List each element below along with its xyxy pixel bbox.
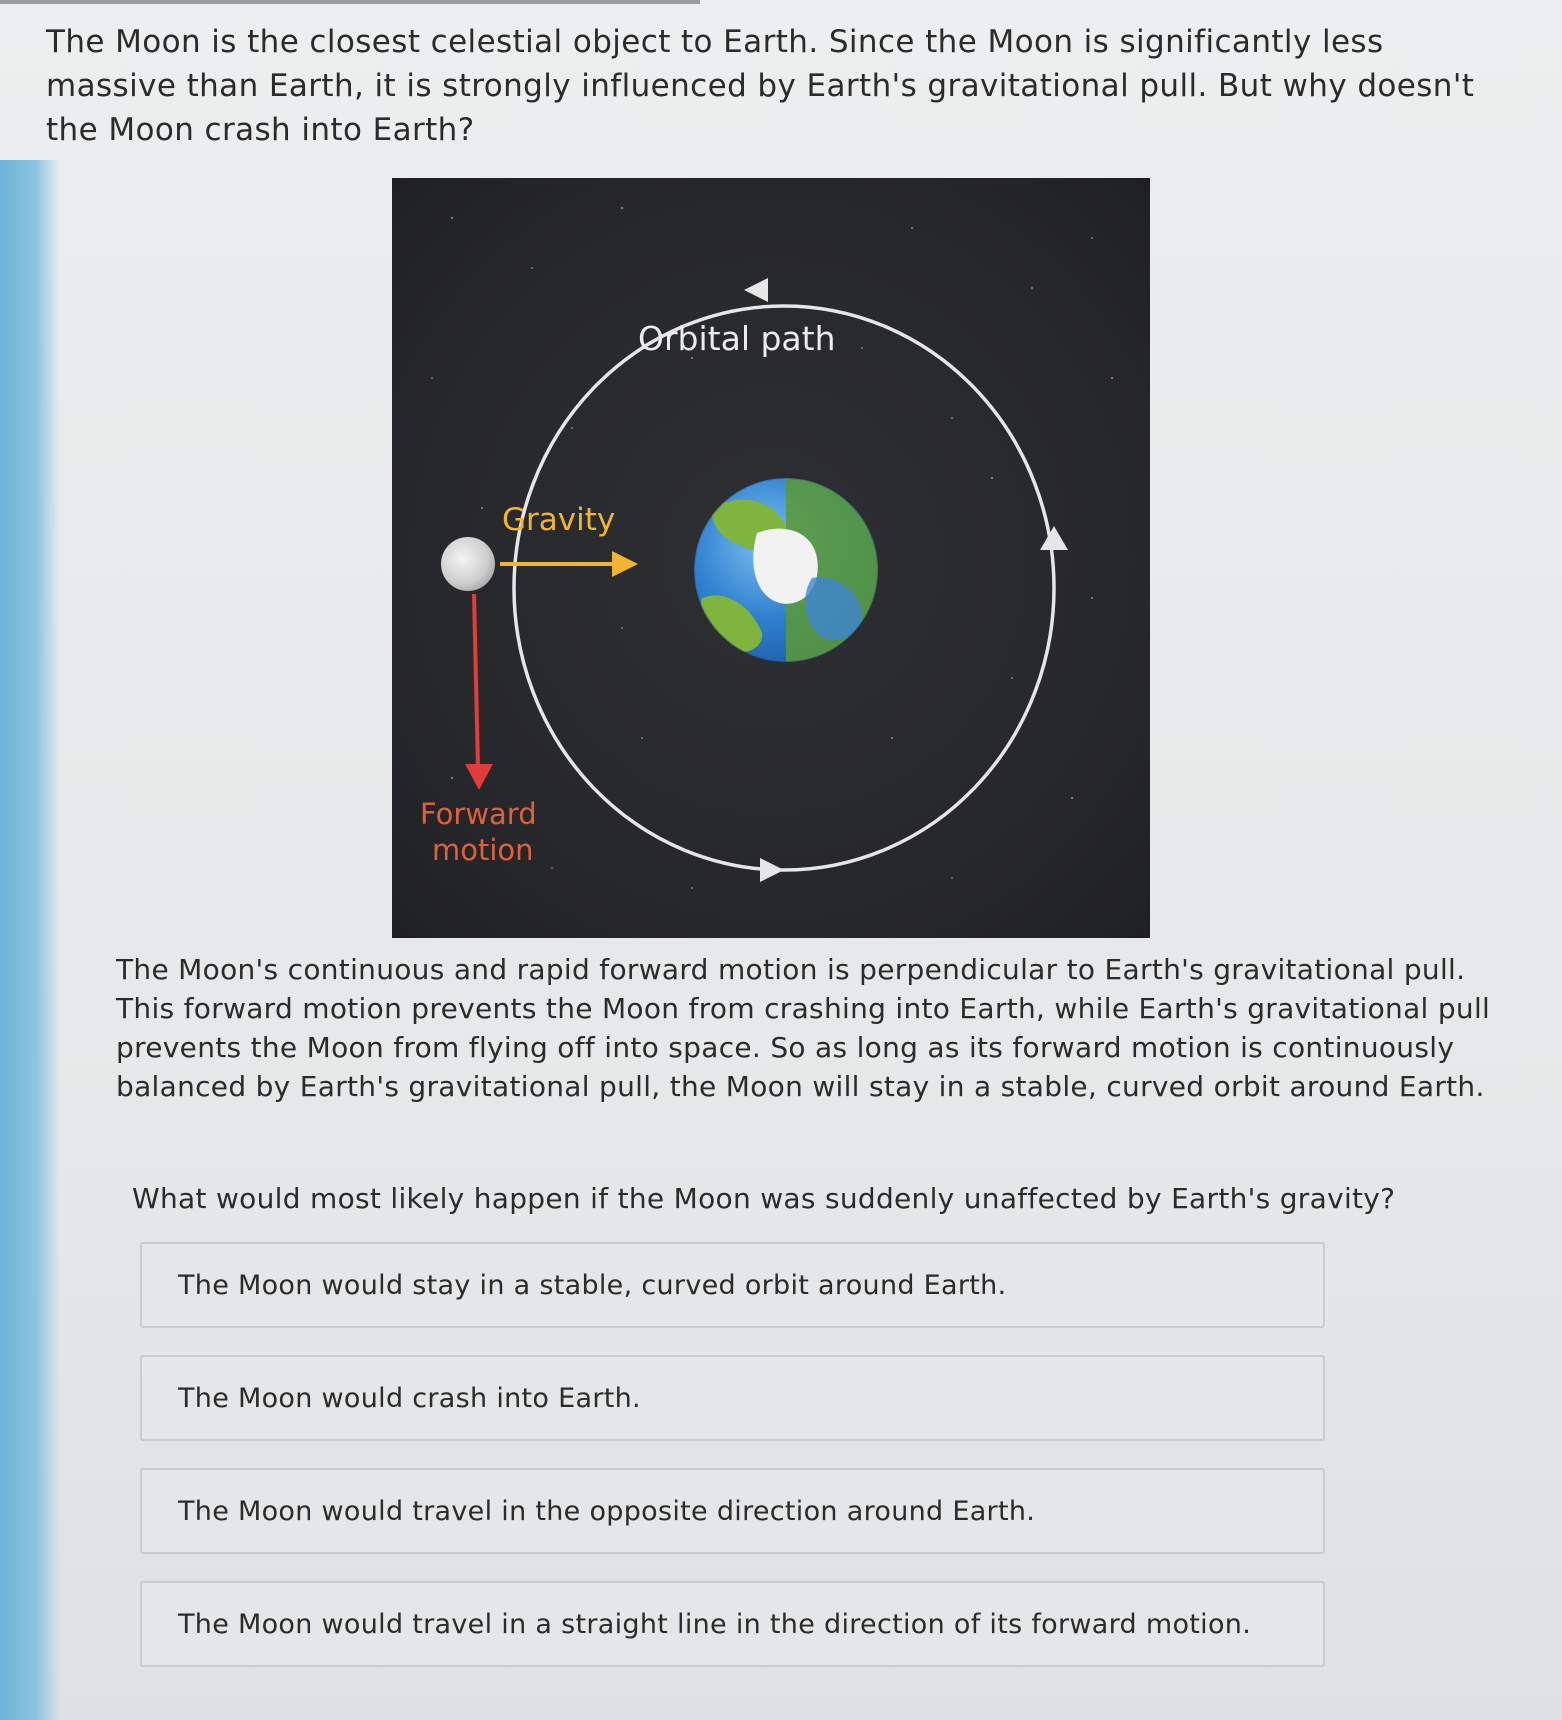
answer-options	[140, 1242, 1325, 1694]
answer-option-3[interactable]	[140, 1468, 1325, 1554]
orbit-arrow-bottom	[760, 858, 784, 882]
top-divider	[0, 0, 700, 4]
forward-motion-arrow	[465, 594, 493, 790]
answer-option-1-label: The Moon would stay in a stable, curved orbit around Earth.	[178, 1269, 1007, 1301]
moon-icon	[441, 537, 495, 591]
gravity-label: Gravity	[502, 502, 616, 538]
forward-motion-label-line1: Forward	[420, 797, 537, 831]
gravity-arrow	[500, 551, 638, 577]
explanation-paragraph: The Moon's continuous and rapid forward motion is perpendicular to Earth's gravitational pull. This forward motion prevents the Moon from crashing into Earth, while Earth's gravitational pull prevents the Moon from flying off into space. So as long as its forward motion is continuously balanced by Earth's gravitational pull, the Moon will stay in a stable, curved orbit around Earth.	[116, 953, 1491, 1103]
intro-paragraph: The Moon is the closest celestial object to Earth. Since the Moon is significantly less massive than Earth, it is strongly influenced by Earth's gravitational pull. But why doesn't the Moon crash into Earth?	[46, 24, 1475, 148]
orbit-arrow-top	[744, 278, 768, 302]
answer-option-3-label: The Moon would travel in the opposite direction around Earth.	[178, 1495, 1036, 1527]
answer-option-2[interactable]	[140, 1355, 1325, 1441]
forward-motion-label-line2: motion	[432, 833, 534, 867]
question-prompt: What would most likely happen if the Moon was suddenly unaffected by Earth's gravity?	[132, 1182, 1396, 1215]
answer-option-4-label: The Moon would travel in a straight line in the direction of its forward motion.	[178, 1608, 1252, 1640]
side-color-strip	[0, 160, 60, 1720]
answer-option-2-label: The Moon would crash into Earth.	[178, 1382, 641, 1414]
orbit-arrow-right	[1040, 526, 1068, 550]
answer-option-1[interactable]	[140, 1242, 1325, 1328]
answer-option-4[interactable]	[140, 1581, 1325, 1667]
orbit-diagram	[392, 178, 1150, 938]
orbit-diagram-svg	[392, 178, 1150, 938]
earth-icon	[694, 478, 878, 662]
orbital-path-label: Orbital path	[638, 319, 836, 358]
